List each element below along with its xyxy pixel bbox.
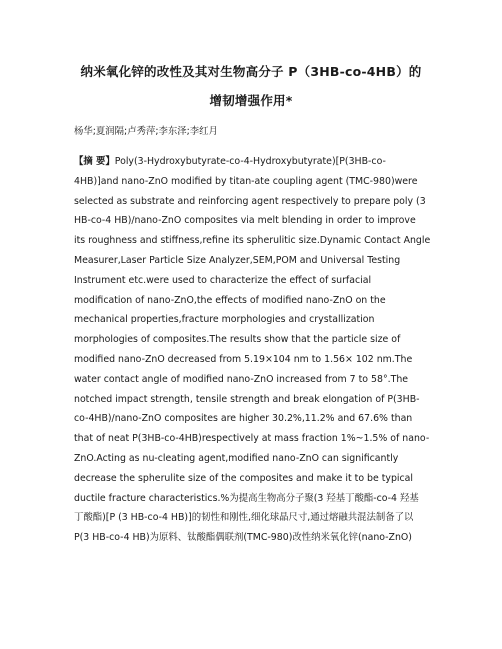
abstract-line: its roughness and stiffness,refine its spherulitic size.Dynamic Contact Angle — [74, 235, 430, 247]
abstract-line: modification of nano-ZnO,the effects of modified nano-ZnO on the — [74, 294, 386, 306]
abstract-line: notched impact strength, tensile strength and break elongation of P(3HB- — [74, 393, 420, 405]
abstract-line: HB-co-4 HB)/nano-ZnO composites via melt blending in order to improve — [74, 215, 416, 227]
abstract-line: ZnO.Acting as nu-cleating agent,modified nano-ZnO can significantly — [74, 452, 399, 464]
abstract-line: Instrument etc.were used to characterize the effect of surfacial — [74, 274, 372, 286]
abstract-line: mechanical properties,fracture morphologies and crystallization — [74, 314, 375, 326]
title-footnote-mark: * — [285, 93, 293, 108]
title-line-2-text: 增韧增强作用 — [209, 93, 286, 108]
abstract-line: Measurer,Laser Particle Size Analyzer,SEM,POM and Universal Testing — [74, 254, 401, 266]
abstract — [74, 152, 430, 548]
abstract-line: 4HB)]and nano-ZnO modified by titan-ate coupling agent (TMC-980)were — [74, 175, 418, 187]
abstract-line: modified nano-ZnO decreased from 5.19×104 nm to 1.56× 102 nm.The — [74, 353, 413, 365]
title-line-2 — [60, 86, 442, 115]
title-line-1: 纳米氧化锌的改性及其对生物高分子 P（3HB-co-4HB）的 — [80, 64, 422, 79]
abstract-line: 丁酸酯)[P (3 HB-co-4 HB)]的韧性和刚性,细化球晶尺寸,通过熔融共混法制备了以 — [74, 512, 414, 524]
abstract-line: co-4HB)/nano-ZnO composites are higher 30.2%,11.2% and 67.6% than — [74, 413, 413, 425]
abstract-label: 【摘 要】 — [74, 156, 115, 167]
abstract-line: that of neat P(3HB-co-4HB)respectively at mass fraction 1%~1.5% of nano- — [74, 433, 430, 445]
abstract-line: ductile fracture characteristics.%为提高生物高分子聚(3 羟基丁酸酯-co-4 羟基 — [74, 492, 419, 504]
abstract-line: water contact angle of modified nano-ZnO increased from 7 to 58°.The — [74, 373, 409, 385]
abstract-line: selected as substrate and reinforcing agent respectively to prepare poly (3 — [74, 195, 426, 207]
abstract-line: P(3 HB-co-4 HB)为原料、钛酸酯偶联剂(TMC-980)改性纳米氧化锌(nano-ZnO) — [74, 532, 412, 544]
abstract-line-text: Poly(3-Hydroxybutyrate-co-4-Hydroxybutyrate)[P(3HB-co- — [114, 156, 386, 167]
author-list: 杨华;夏润隔;卢秀萍;李东泽;李红月 — [74, 126, 218, 137]
abstract-line — [74, 152, 430, 172]
abstract-line: morphologies of composites.The results show that the particle size of — [74, 334, 401, 346]
abstract-line: decrease the spherulite size of the composites and make it to be typical — [74, 472, 414, 484]
